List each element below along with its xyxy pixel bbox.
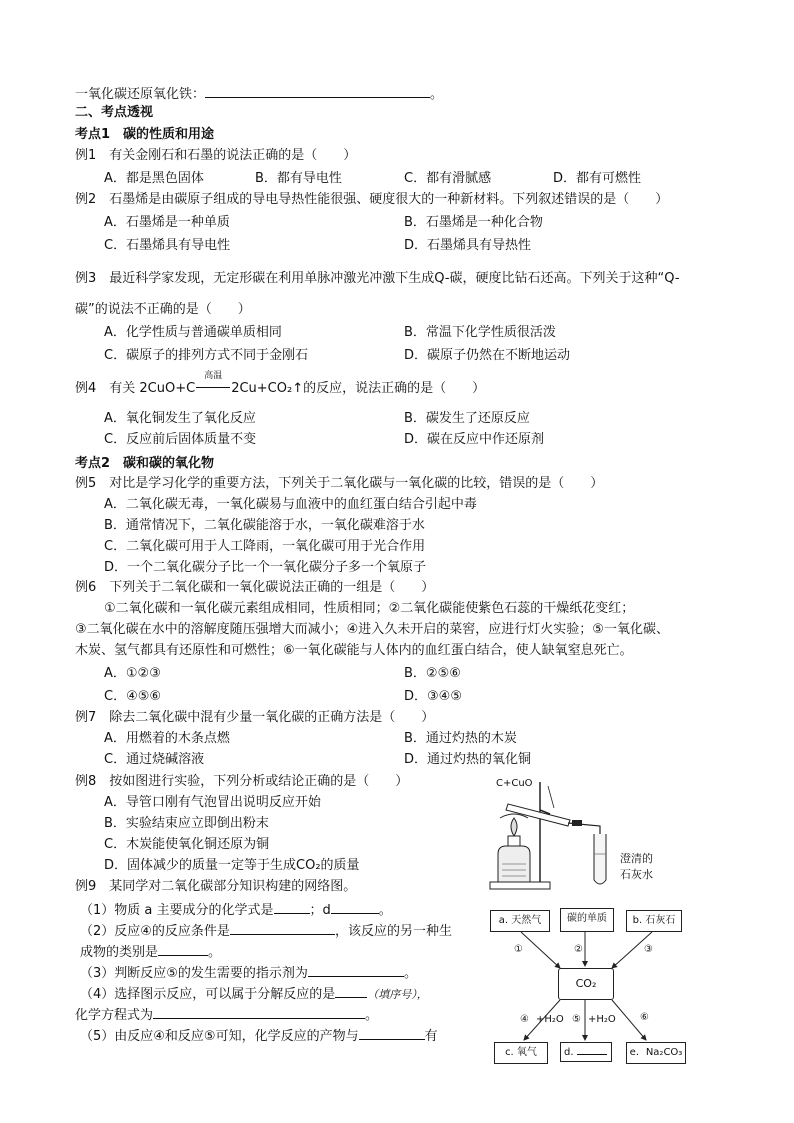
q2-option-c: C．石墨烯具有导电性 bbox=[104, 238, 231, 253]
q9-stem: 例9 某同学对二氧化碳部分知识构建的网络图。 bbox=[75, 879, 357, 894]
q9-part-3 bbox=[80, 962, 417, 983]
q4-stem-pre: 例4 有关 2CuO+C bbox=[75, 381, 196, 396]
co2-network-diagram bbox=[488, 906, 688, 1066]
q9-blank-category[interactable] bbox=[158, 941, 208, 956]
q4-option-b: B．碳发生了还原反应 bbox=[404, 411, 530, 426]
q1-option-d: D．都有可燃性 bbox=[553, 171, 642, 186]
node-e-sodium-carbonate: e．Na₂CO₃ bbox=[626, 1042, 686, 1064]
apparatus-label-lime-2: 石灰水 bbox=[620, 868, 653, 881]
q9-p5b: 有 bbox=[424, 1029, 438, 1044]
q6-line-3: 木炭、氢气都具有还原性和可燃性；⑥一氧化碳能与人体内的血红蛋白结合，使人缺氧窒息死亡。 bbox=[75, 643, 633, 658]
q9-part-2 bbox=[80, 920, 452, 941]
apparatus-figure bbox=[488, 774, 688, 894]
q9-p4d: 。 bbox=[365, 1008, 379, 1023]
q4-option-c: C．反应前后固体质量不变 bbox=[104, 432, 257, 447]
q9-part-4 bbox=[80, 983, 428, 1004]
q2-stem: 例2 石墨烯是由碳原子组成的导电导热性能很强、硬度很大的一种新材料。下列叙述错误的是（ ） bbox=[75, 192, 669, 207]
q1-option-b: B．都有导电性 bbox=[255, 171, 342, 186]
reaction-condition bbox=[195, 371, 231, 398]
apparatus-label-reagent: C+CuO bbox=[496, 778, 533, 789]
q3-stem-2: 碳”的说法不正确的是（ ） bbox=[75, 302, 251, 317]
node-co2: CO₂ bbox=[558, 968, 614, 1000]
label-reaction-6: ⑥ bbox=[640, 1012, 649, 1023]
top-line bbox=[75, 83, 443, 104]
q7-option-b: B．通过灼热的木炭 bbox=[404, 731, 517, 746]
kaodian-1: 考点1 碳的性质和用途 bbox=[75, 127, 215, 142]
top-end: 。 bbox=[430, 87, 444, 102]
stand-base bbox=[490, 882, 550, 889]
node-c-oxygen: c. 氧气 bbox=[494, 1042, 548, 1064]
q9-blank-reaction[interactable] bbox=[335, 983, 367, 998]
kaodian-2: 考点2 碳和碳的氧化物 bbox=[75, 456, 215, 471]
q8-option-b: B．实验结束应立即倒出粉末 bbox=[104, 816, 269, 831]
q9-p3b: 。 bbox=[403, 966, 417, 981]
q9-p1a: （1）物质 a 主要成分的化学式是 bbox=[80, 903, 274, 918]
q5-option-c: C．二氧化碳可用于人工降雨，一氧化碳可用于光合作用 bbox=[104, 539, 426, 554]
label-h2o-5: +H₂O bbox=[588, 1014, 616, 1025]
q9-p4a: （4）选择图示反应，可以属于分解反应的是 bbox=[80, 987, 336, 1002]
node-d-label: d. bbox=[564, 1047, 574, 1058]
q9-part-4b bbox=[75, 1004, 378, 1025]
label-h2o-4: +H₂O bbox=[536, 1014, 564, 1025]
receiving-tube bbox=[594, 834, 606, 884]
q9-p2d: 。 bbox=[208, 945, 222, 960]
q9-p1b: ；d bbox=[309, 903, 331, 918]
q2-option-a: A．石墨烯是一种单质 bbox=[104, 215, 230, 230]
q4-option-a: A．氧化铜发生了氧化反应 bbox=[104, 411, 256, 426]
q9-p2c: 成物的类别是 bbox=[80, 945, 159, 960]
q6-stem: 例6 下列关于二氧化碳和一氧化碳说法正确的一组是（ ） bbox=[75, 580, 435, 595]
q6-option-a: A．①②③ bbox=[104, 666, 161, 681]
stopper bbox=[572, 820, 582, 826]
q9-p5a: （5）由反应④和反应⑤可知，化学反应的产物与 bbox=[80, 1029, 359, 1044]
node-d-answer-line[interactable] bbox=[577, 1044, 607, 1055]
answer-blank[interactable] bbox=[205, 83, 430, 98]
q2-option-d: D．石墨烯具有导热性 bbox=[404, 238, 532, 253]
q4-option-d: D．碳在反应中作还原剂 bbox=[404, 432, 545, 447]
apparatus-label-lime-1: 澄清的 bbox=[620, 852, 653, 865]
q9-p2b: ，该反应的另一种生 bbox=[334, 924, 452, 939]
q7-option-c: C．通过烧碱溶液 bbox=[104, 752, 205, 767]
label-reaction-2: ② bbox=[574, 944, 583, 955]
q1-option-c: C．都有滑腻感 bbox=[404, 171, 492, 186]
q5-option-d: D．一个二氧化碳分子比一个一氧化碳分子多一个氧原子 bbox=[104, 560, 427, 575]
q9-blank-relation[interactable] bbox=[359, 1025, 425, 1040]
flame bbox=[511, 818, 517, 836]
q9-blank-a[interactable] bbox=[274, 899, 310, 914]
arrow-1 bbox=[521, 932, 560, 968]
q3-option-c: C．碳原子的排列方式不同于金刚石 bbox=[104, 348, 309, 363]
q6-option-d: D．③④⑤ bbox=[404, 689, 462, 704]
q4-stem bbox=[75, 371, 486, 398]
q7-stem: 例7 除去二氧化碳中混有少量一氧化碳的正确方法是（ ） bbox=[75, 710, 435, 725]
label-reaction-1: ① bbox=[514, 944, 523, 955]
q9-blank-indicator[interactable] bbox=[308, 962, 404, 977]
wick bbox=[508, 836, 520, 846]
q9-p3a: （3）判断反应⑤的发生需要的指示剂为 bbox=[80, 966, 308, 981]
q6-option-b: B．②⑤⑥ bbox=[404, 666, 461, 681]
q5-stem: 例5 对比是学习化学的重要方法，下列关于二氧化碳与一氧化碳的比较，错误的是（ ） bbox=[75, 476, 604, 491]
q8-option-a: A．导管口刚有气泡冒出说明反应开始 bbox=[104, 795, 321, 810]
q4-stem-post: 2Cu+CO₂↑的反应，说法正确的是（ ） bbox=[231, 381, 486, 396]
equals-line bbox=[196, 387, 230, 388]
q9-p1c: 。 bbox=[378, 903, 392, 918]
q9-blank-equation[interactable] bbox=[153, 1004, 365, 1019]
q8-option-d: D．固体减少的质量一定等于生成CO₂的质量 bbox=[104, 858, 360, 873]
q9-p2a: （2）反应④的反应条件是 bbox=[80, 924, 230, 939]
node-d-blank bbox=[560, 1042, 612, 1062]
q1-stem: 例1 有关金刚石和石墨的说法正确的是（ ） bbox=[75, 148, 357, 163]
q6-line-1: ①二氧化碳和一氧化碳元素组成相同，性质相同；②二氧化碳能使紫色石蕊的干燥纸花变红； bbox=[104, 601, 635, 616]
q9-blank-d[interactable] bbox=[331, 899, 379, 914]
q3-stem-1: 例3 最近科学家发现，无定形碳在利用单脉冲激光冲激下生成Q-碳，硬度比钻石还高。下列关于这种“Q- bbox=[75, 271, 680, 286]
q2-option-b: B．石墨烯是一种化合物 bbox=[404, 215, 543, 230]
q5-option-a: A．二氧化碳无毒，一氧化碳易与血液中的血红蛋白结合引起中毒 bbox=[104, 497, 477, 512]
condition-label: 高温 bbox=[204, 371, 223, 381]
q5-option-b: B．通常情况下，二氧化碳能溶于水，一氧化碳难溶于水 bbox=[104, 518, 425, 533]
q9-p4b: （填序号）， bbox=[367, 988, 428, 1001]
label-reaction-4: ④ bbox=[520, 1014, 529, 1025]
q7-option-a: A．用燃着的木条点燃 bbox=[104, 731, 230, 746]
q1-option-a: A．都是黑色固体 bbox=[104, 171, 204, 186]
q3-option-b: B．常温下化学性质很活泼 bbox=[404, 325, 556, 340]
q9-part-5 bbox=[80, 1025, 438, 1046]
q8-option-c: C．木炭能使氧化铜还原为铜 bbox=[104, 837, 270, 852]
q9-part-1 bbox=[80, 899, 392, 920]
section-heading: 二、考点透视 bbox=[75, 105, 154, 120]
top-text: 一氧化碳还原氧化铁： bbox=[75, 87, 206, 102]
q9-p4c: 化学方程式为 bbox=[75, 1008, 154, 1023]
label-reaction-5: ⑤ bbox=[572, 1014, 581, 1025]
label-pointer bbox=[548, 786, 554, 808]
q3-option-a: A．化学性质与普通碳单质相同 bbox=[104, 325, 282, 340]
apparatus-drawing bbox=[488, 774, 688, 894]
node-b-limestone: b. 石灰石 bbox=[626, 910, 682, 932]
node-a-natural-gas: a. 天然气 bbox=[490, 910, 550, 932]
q3-option-d: D．碳原子仍然在不断地运动 bbox=[404, 348, 571, 363]
q8-stem: 例8 按如图进行实验，下列分析或结论正确的是（ ） bbox=[75, 774, 409, 789]
q6-option-c: C．④⑤⑥ bbox=[104, 689, 162, 704]
label-reaction-3: ③ bbox=[644, 944, 653, 955]
q9-blank-condition[interactable] bbox=[230, 920, 335, 935]
q6-line-2: ③二氧化碳在水中的溶解度随压强增大而减小；④进入久未开启的菜窖，应进行灯火实验；⑤一氧化碳、 bbox=[75, 622, 669, 637]
q7-option-d: D．通过灼热的氧化铜 bbox=[404, 752, 532, 767]
q9-part-2b bbox=[80, 941, 221, 962]
node-carbon-element: 碳的单质 bbox=[560, 908, 614, 932]
